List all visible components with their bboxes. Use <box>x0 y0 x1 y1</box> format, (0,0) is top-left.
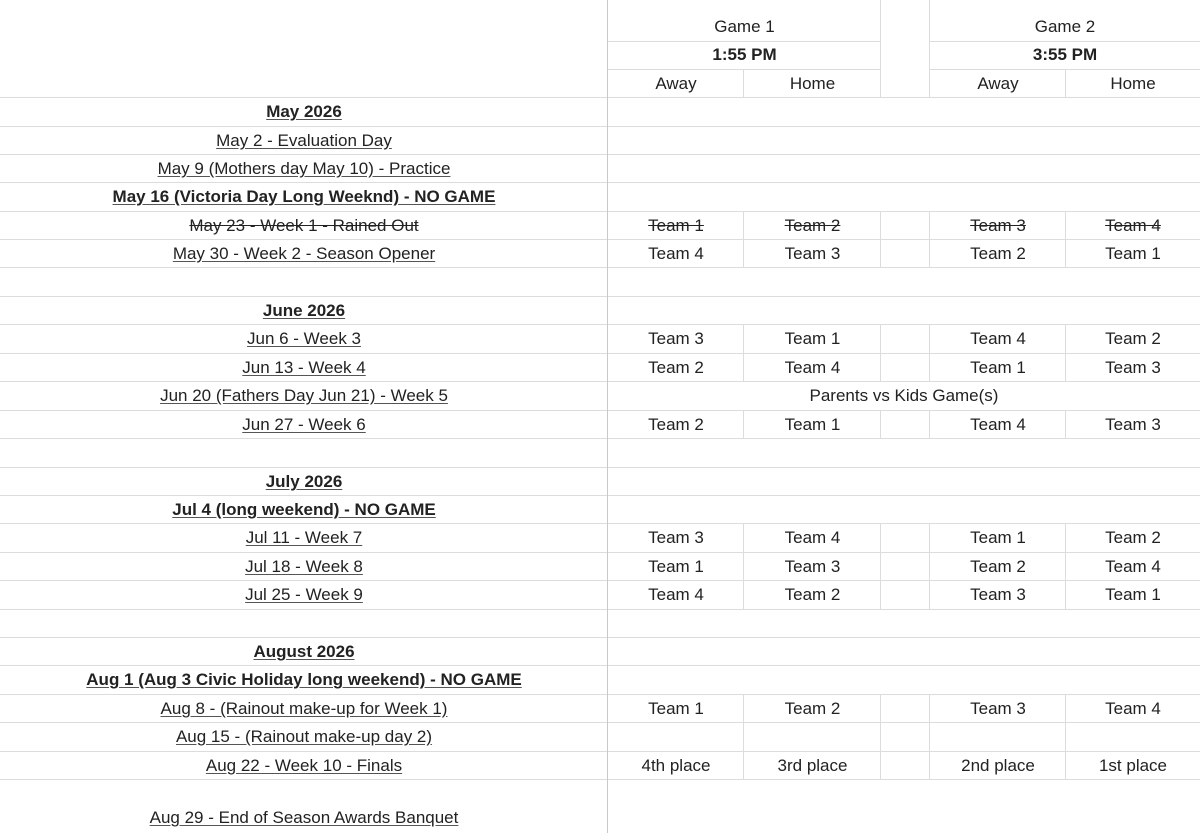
date-link[interactable]: May 23 - Week 1 - Rained Out <box>189 216 419 235</box>
team-cell: Team 1 <box>1105 585 1161 604</box>
date-link[interactable]: Aug 1 (Aug 3 Civic Holiday long weekend) - NO GAME <box>86 670 522 689</box>
date-link[interactable]: Jul 25 - Week 9 <box>245 585 363 604</box>
team-cell: Team 2 <box>784 699 841 718</box>
event-note: Parents vs Kids Game(s) <box>809 386 999 405</box>
table-row <box>0 666 1200 694</box>
table-row <box>0 155 1200 183</box>
table-row <box>0 723 1200 751</box>
date-link[interactable]: Aug 29 - End of Season Awards Banquet <box>149 808 459 827</box>
date-link[interactable]: Aug 22 - Week 10 - Finals <box>205 756 403 775</box>
team-cell: Team 1 <box>648 699 704 718</box>
team-cell: Team 4 <box>1105 699 1161 718</box>
table-row <box>0 524 1200 552</box>
team-cell: 3rd place <box>777 756 848 775</box>
date-link[interactable]: Jul 4 (long weekend) - NO GAME <box>172 500 436 519</box>
table-row <box>0 127 1200 155</box>
team-cell: Team 3 <box>970 585 1026 604</box>
game1-label: Game 1 <box>714 17 775 36</box>
team-cell: Team 2 <box>970 557 1026 576</box>
date-link[interactable]: Jun 13 - Week 4 <box>242 358 366 377</box>
table-row <box>0 638 1200 666</box>
date-link[interactable]: Aug 15 - (Rainout make-up day 2) <box>175 727 433 746</box>
team-cell: Team 4 <box>970 329 1026 348</box>
team-cell: Team 4 <box>784 528 841 547</box>
table-row <box>0 382 1200 410</box>
table-row <box>0 325 1200 353</box>
team-cell: Team 4 <box>648 244 704 263</box>
team-cell: Team 3 <box>1105 358 1161 377</box>
month-heading-may[interactable]: May 2026 <box>266 102 342 121</box>
team-cell: Team 4 <box>1105 216 1161 235</box>
team-cell: Team 2 <box>784 585 841 604</box>
team-cell: Team 4 <box>970 415 1026 434</box>
table-row <box>0 240 1200 268</box>
header-row-game <box>0 12 1200 42</box>
team-cell: Team 1 <box>648 557 704 576</box>
table-row <box>0 496 1200 524</box>
game1-time: 1:55 PM <box>712 45 777 64</box>
team-cell: Team 3 <box>1105 415 1161 434</box>
team-cell: Team 1 <box>784 329 841 348</box>
table-row <box>0 297 1200 325</box>
date-link[interactable]: May 2 - Evaluation Day <box>216 131 392 150</box>
team-cell: Team 4 <box>784 358 841 377</box>
header-row-time <box>0 41 1200 69</box>
team-cell: Team 4 <box>648 585 704 604</box>
team-cell: Team 1 <box>970 358 1026 377</box>
date-link[interactable]: Aug 8 - (Rainout make-up for Week 1) <box>160 699 448 718</box>
table-row <box>0 354 1200 382</box>
header-row-side <box>0 70 1200 98</box>
team-cell: Team 1 <box>784 415 841 434</box>
month-heading-august[interactable]: August 2026 <box>253 642 355 661</box>
date-link[interactable]: Jun 20 (Fathers Day Jun 21) - Week 5 <box>160 386 448 405</box>
team-cell: 2nd place <box>961 756 1035 775</box>
table-row <box>0 581 1200 609</box>
table-row <box>0 553 1200 581</box>
game2-label: Game 2 <box>1034 17 1096 36</box>
date-link[interactable]: Jun 6 - Week 3 <box>246 329 362 348</box>
team-cell: Team 2 <box>648 415 704 434</box>
table-row <box>0 98 1200 126</box>
team-cell: Team 3 <box>970 699 1026 718</box>
team-cell: Team 3 <box>648 329 704 348</box>
team-cell: Team 2 <box>1105 528 1161 547</box>
team-cell: Team 3 <box>970 216 1026 235</box>
team-cell: Team 4 <box>1105 557 1161 576</box>
table-row <box>0 468 1200 496</box>
table-row <box>0 804 1200 832</box>
table-row <box>0 411 1200 439</box>
team-cell: Team 2 <box>784 216 841 235</box>
date-link[interactable]: May 9 (Mothers day May 10) - Practice <box>157 159 451 178</box>
date-link[interactable]: May 16 (Victoria Day Long Weeknd) - NO GAME <box>112 187 496 206</box>
date-link[interactable]: Jul 11 - Week 7 <box>245 528 363 547</box>
team-cell: Team 1 <box>970 528 1026 547</box>
team-cell: Team 1 <box>1105 244 1161 263</box>
table-row <box>0 752 1200 780</box>
team-cell: Team 2 <box>1105 329 1161 348</box>
game1-away-header: Away <box>655 74 697 93</box>
game1-home-header: Home <box>789 74 836 93</box>
team-cell: Team 3 <box>784 557 841 576</box>
date-link[interactable]: May 30 - Week 2 - Season Opener <box>172 244 436 263</box>
team-cell: 1st place <box>1098 756 1168 775</box>
month-heading-june[interactable]: June 2026 <box>262 301 346 320</box>
team-cell: 4th place <box>641 756 711 775</box>
table-row <box>0 183 1200 211</box>
team-cell: Team 3 <box>648 528 704 547</box>
game2-time: 3:55 PM <box>1032 45 1098 64</box>
team-cell: Team 2 <box>648 358 704 377</box>
team-cell: Team 3 <box>784 244 841 263</box>
date-link[interactable]: Jun 27 - Week 6 <box>242 415 366 434</box>
game2-home-header: Home <box>1110 74 1156 93</box>
table-row <box>0 695 1200 723</box>
team-cell: Team 1 <box>648 216 704 235</box>
month-heading-july[interactable]: July 2026 <box>265 472 343 491</box>
game2-away-header: Away <box>977 74 1019 93</box>
team-cell: Team 2 <box>970 244 1026 263</box>
date-link[interactable]: Jul 18 - Week 8 <box>245 557 363 576</box>
table-row <box>0 212 1200 240</box>
